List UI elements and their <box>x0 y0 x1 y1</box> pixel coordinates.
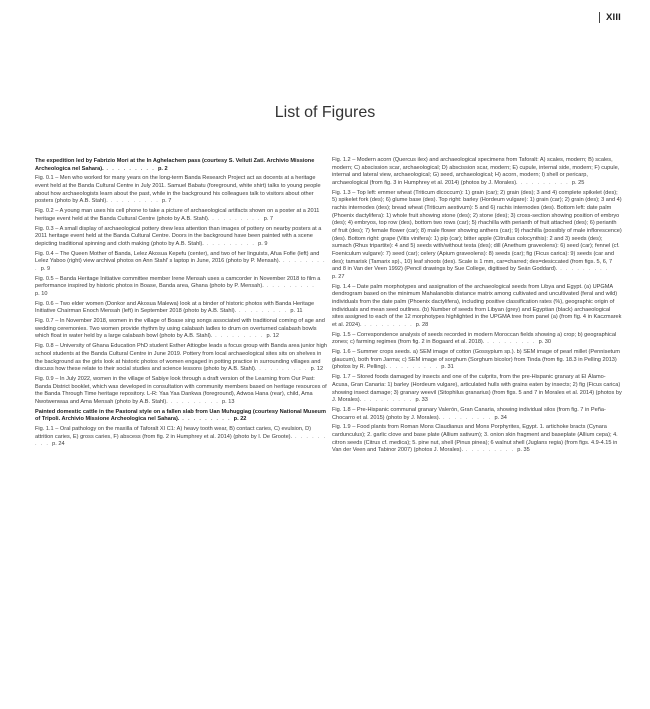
entry-caption: Fig. 1.3 – Top left: emmer wheat (Triticum dicoccum): 1) grain (car); 2) grain (des); 3 and 4) complete spikelet (des); 5) spikelet fork (des); 6) glume base (des). Top right: barley (Hordeum vulgare): 1) grain (car); 2) grain (des); 3 and 4) rachis internodes (des); bread wheat (Triticum aestivum): 5 and 6) rachis internodes (des). Bottom left: date palm (Phoenix dactylifera): 1) whole fruit showing stone (des); 2) stone (des); 3) cross-section showing position of embryo (des); 4) embryos, top row (des), bottom two rows (car); 5) rhachilla with perianth of fruit attached (des); 6) perianth of fruit (des); 7) female flower (car); 8) male flower showing anthers (car); 9) rhachilla (possibly of male inflorescence) (des). Bottom right: grape (Vitis vinifera): 1) pip (car); bitter apple (Citrullus colocynthis): 2 and 3) seeds (des); sumach (Rhus tripartite): 4 and 5) seeds with/without testa (des); dill (Anethum graveolens): 6) seed (car); fennel (cf. Foeniculum vulgare): 7) seed (car); celery (Apium graveolens): 8) seeds (car); fig (Ficus carica): 9) seeds (car and des); tamarisk (Tamarix sp)., 10) leaf shoots (des). Scale is 1 mm, car=charred; des=desiccated (from figs. 5, 6, 7 and 8 in Van der Veen 1992) (Pencil drawings by Sue College, digitised by Seán Goddard). <box>332 189 622 273</box>
entry-caption: Fig. 0.3 – A small display of archaeological pottery drew less attention than images of pottery on nearby posters at a 2011 heritage event held at the Banda Cultural Centre. Doors in the background have been painted with a scene depicting traditional spinning and cloth making (photo by A.B. Stahl). <box>35 225 322 247</box>
entry-caption: The expedition led by Fabrizio Mori at the In Aghelachem pass (courtesy S. Velluti Zati. Archivio Missione Archeologica nel Sahara). <box>35 158 315 172</box>
entry-page-reference: p. 9 <box>258 240 268 247</box>
dot-leader: . . . . . . . . . <box>361 321 416 328</box>
dot-leader: . . . . . . . . . <box>103 165 158 172</box>
figure-list-entry <box>332 349 622 372</box>
entry-page-reference: p. 13 <box>222 398 235 405</box>
dot-leader: . . . . . . . . . <box>212 333 267 340</box>
figure-list-entry <box>35 343 327 374</box>
dot-leader: . . . . . . . . . <box>256 366 311 373</box>
figure-list-heading-entry <box>35 158 327 173</box>
figure-list-entry <box>35 251 327 274</box>
dot-leader: . . . . . . . . . <box>35 433 327 448</box>
entry-page-reference: p. 35 <box>517 447 530 454</box>
figure-list-entry <box>332 157 622 188</box>
figure-list-entry <box>35 276 327 299</box>
entry-page-reference: p. 7 <box>162 198 172 205</box>
figure-list-left-column <box>35 157 327 451</box>
dot-leader: . . . . . . . . . <box>263 283 316 290</box>
entry-page-reference: p. 9 <box>40 265 51 272</box>
entry-page-reference: p. 27 <box>332 273 345 280</box>
entry-page-reference: p. 10 <box>35 290 48 297</box>
entry-page-reference: p. 34 <box>494 414 507 421</box>
entry-page-reference: p. 28 <box>415 321 429 328</box>
entry-caption: Fig. 1.6 – Summer crops seeds. a) SEM image of cotton (Gossypium sp.). b) SEM image of pearl millet (Pennisetum glaucum), both from Jarma; c) SEM image of sorghum (Sorghum bicolor) from Tinda (from fig. 18.3 in Pelling 2013) (photos by R. Pelling). <box>332 349 620 371</box>
entry-caption: Fig. 1.2 – Modern acorn (Quercus ilex) and archaeological specimens from Taforalt: A) scales, modern; B) scales, modern; C) abscission scar, archaeological; D) abscission scar, modern; E) cupule, internal side, modern; F) cupule, internal and lateral view, archaeological; G) seed, archaeological; H) acorn, modern; I) shell or pericarp, archaeological (from fig. 3 in Humphrey et al. 2014) (photos by J. Morales). <box>332 157 620 186</box>
dot-leader: . . . . . . . . . <box>440 414 495 421</box>
dot-leader: . . . . . . . . . <box>557 266 609 273</box>
entry-caption: Fig. 0.9 – In July 2022, women in the village of Sabiye look through a draft version of the Learning from Our Past: Banda District booklet, which was developed in consultation with community members based on heritage resources of the Banda Through Time heritage repository. L-R: Yaa Yaa Dankwa (foreground), Adwoa Hana (rear), child, Ama Nwotwenwaa and Ama Mensah (photo by A.B. Stahl). <box>35 375 327 405</box>
entry-page-reference: p. 11 <box>290 308 303 315</box>
figure-list-entry <box>35 301 327 316</box>
figure-list-entry <box>332 374 622 405</box>
entry-page-reference: p. 30 <box>538 339 552 346</box>
dot-leader: . . . . . . . . . <box>387 364 442 371</box>
entry-caption: Fig. 1.8 – Pre-Hispanic communal granary Valerón, Gran Canaria, showing individual silos (from fig. 7 in Peña-Chocarro et al. 2015) (photo by J. Morales). <box>332 406 606 421</box>
entry-caption: Fig. 1.5 – Correspondence analysis of seeds recorded in modern Moroccan fields showing a) crop; b) geographical zones; c) farming regimes (from fig. 2 in Bogaard et al. 2018). <box>332 331 617 346</box>
entry-caption: Fig. 1.9 – Food plants from Roman Mons Claudianus and Mons Porphyrites, Egypt. 1. artichoke bracts (Cynara cardunculus); 2. garlic clove and base plate (Allium sativum); 3. onion skin fragment and baseplate (Allium cepa); 4. citron seeds (Citrus cf. medica); 5. pine nut, shell (Pinus pinea); 6 walnut shell (Juglans regia) (from figs. 4.9-4.15 in Van der Veen and Tabinor 2007) (photos J. Morales). <box>332 424 618 454</box>
page-title: List of Figures <box>274 104 376 121</box>
entry-page-reference: p. 31 <box>441 364 454 371</box>
dot-leader: . . . . . . . . . <box>107 198 162 205</box>
entry-page-reference: p. 2 <box>157 165 168 172</box>
dot-leader: . . . . . . . . . <box>463 447 518 454</box>
entry-caption: Fig. 0.7 – In November 2018, women in the village of Boase sing songs associated with traditional coming of age and wedding ceremonies. Two women provide rhythm by using calabash ladles to drum on overturned calabash bowls which float in water held by a large calabash bowl (photo by A.B. Stahl). <box>35 318 325 340</box>
entry-caption: Fig. 1.7 – Stored foods damaged by insects and one of the culprits, from the pre-Hispanic granary at El Álamo-Acusa, Gran Canaria: 1) barley (Hordeum vulgare), articulated hulls with grains eaten by insects; 2) fig (Ficus carica) showing insect damage; 3) granary weevil (Sitophilus granarius) (from figs. 5 and 7 in Morales et al. 2014) (photos by J. Morales). <box>332 374 622 404</box>
dot-leader: . . . . . . . . . <box>35 258 326 272</box>
figure-list-right-column <box>332 157 622 457</box>
entry-caption: Fig. 0.2 – A young man uses his cell phone to take a picture of archaeological artifacts shown on a poster at a 2011 heritage event held at the Banda Cultural Centre (photo by A.B. Stahl). <box>35 208 320 222</box>
dot-leader: . . . . . . . . . <box>179 416 234 423</box>
entry-caption: Fig. 1.1 – Oral pathology on the maxilla of Taforalt XI C1: A) heavy tooth wear, B) contact caries, C) evulsion, D) attrition caries, E) gross caries, F) abscess (from fig. 2 in Humphrey et al. 2014) (photo by I. De Groote). <box>35 426 311 440</box>
entry-caption: Painted domestic cattle in the Pastoral style on a fallen slab from Uan Muhuggiag (courtesy National Museum of Tripoli. Archivio Missione Archeologica nel Sahara). <box>35 408 326 423</box>
figure-list-entry <box>35 175 327 206</box>
figure-list-entry <box>332 190 622 282</box>
entry-page-reference: p. 33 <box>415 397 428 404</box>
page-number: XIII <box>599 12 621 23</box>
entry-caption: Fig. 0.1 – Men who worked for many years on the long-term Banda Research Project act as docents at a heritage event held at the Banda Cultural Centre in July 2011. Samuel Babatu (foreground, white shirt) talks to young people about how archaeologists learn about the past, while in the background his colleagues talk to visitors about other posters (photo by A.B. Stahl). <box>35 175 321 205</box>
figure-list-entry <box>332 407 622 422</box>
entry-caption: Fig. 0.5 – Banda Heritage Initiative committee member Irene Mensah uses a camcorder in November 2018 to film a performance inspired by historic photos in Boase, Banda area, Ghana (photo by P. Mensah). <box>35 275 321 290</box>
dot-leader: . . . . . . . . . <box>484 339 539 346</box>
figure-list-entry <box>35 208 327 223</box>
entry-caption: Fig. 0.8 – University of Ghana Education PhD student Esther Attiogbe leads a focus group with Banda area junior high school students at the Banda Cultural Centre in June 2019. Pottery from local archaeological sites sits on shelves in the background as the girls look at historic photos of women engaged in potting practice in surrounding villages and discuss how these relate to their social studies and science lessons (photo by A.B. Stahl). <box>35 343 327 373</box>
figure-list-entry <box>332 332 622 347</box>
dot-leader: . . . . . . . . . <box>236 308 291 315</box>
figure-list-entry <box>35 226 327 249</box>
entry-caption: Fig. 1.4 – Date palm morphotypes and assignation of the archaeological seeds from Libya and Egypt. (a) UPGMA dendrogram based on the minimum Mahalanobis distance matrix among cultivated and uncultivated (feral and wild) individuals from the date palm (Phoenix dactylifera), including positive classification rates (%), geographic origin of individuals and mean seed outlines. (b) Number of seeds from Libyan (grey) and Egyptian (black) archaeological sites assigned to each of the 12 morphotypes highlighted in the UPGMA tree from panel (a) (from fig. 4 in Kaczmarek et al. 2024). <box>332 283 622 328</box>
figure-list-heading-entry <box>35 409 327 424</box>
dot-leader: . . . . . . . . . <box>361 397 416 404</box>
entry-page-reference: p. 12 <box>310 366 324 373</box>
entry-page-reference: p. 22 <box>233 416 247 423</box>
entry-page-reference: p. 12 <box>266 333 279 340</box>
entry-page-reference: p. 25 <box>571 179 585 186</box>
dot-leader: . . . . . . . . . <box>517 179 572 186</box>
entry-caption: Fig. 0.4 – The Queen Mother of Banda, Lelez Akosua Kepefu (center), and two of her linguists, Afua Fofie (left) and Lelez Yaboo (right) view archival photos on Ann Stahl’ s laptop in June, 2016 (photo by P. Mensah). <box>35 250 320 265</box>
entry-page-reference: p. 24 <box>52 441 65 448</box>
dot-leader: . . . . . . . . . <box>203 240 259 247</box>
figure-list-entry <box>35 376 327 407</box>
entry-caption: Fig. 0.6 – Two elder women (Donkor and Akosua Malewa) look at a binder of historic photos with Banda Heritage Initiative Chairman Enoch Mensah (left) in September 2018 (photo by A.B. Stahl). <box>35 300 315 315</box>
figure-list-entry <box>332 424 622 455</box>
dot-leader: . . . . . . . . . <box>209 215 264 222</box>
entry-page-reference: p. 7 <box>263 215 274 222</box>
dot-leader: . . . . . . . . . <box>167 398 223 405</box>
figure-list-entry <box>332 284 622 330</box>
figure-list-entry <box>35 318 327 341</box>
figure-list-entry <box>35 426 327 449</box>
